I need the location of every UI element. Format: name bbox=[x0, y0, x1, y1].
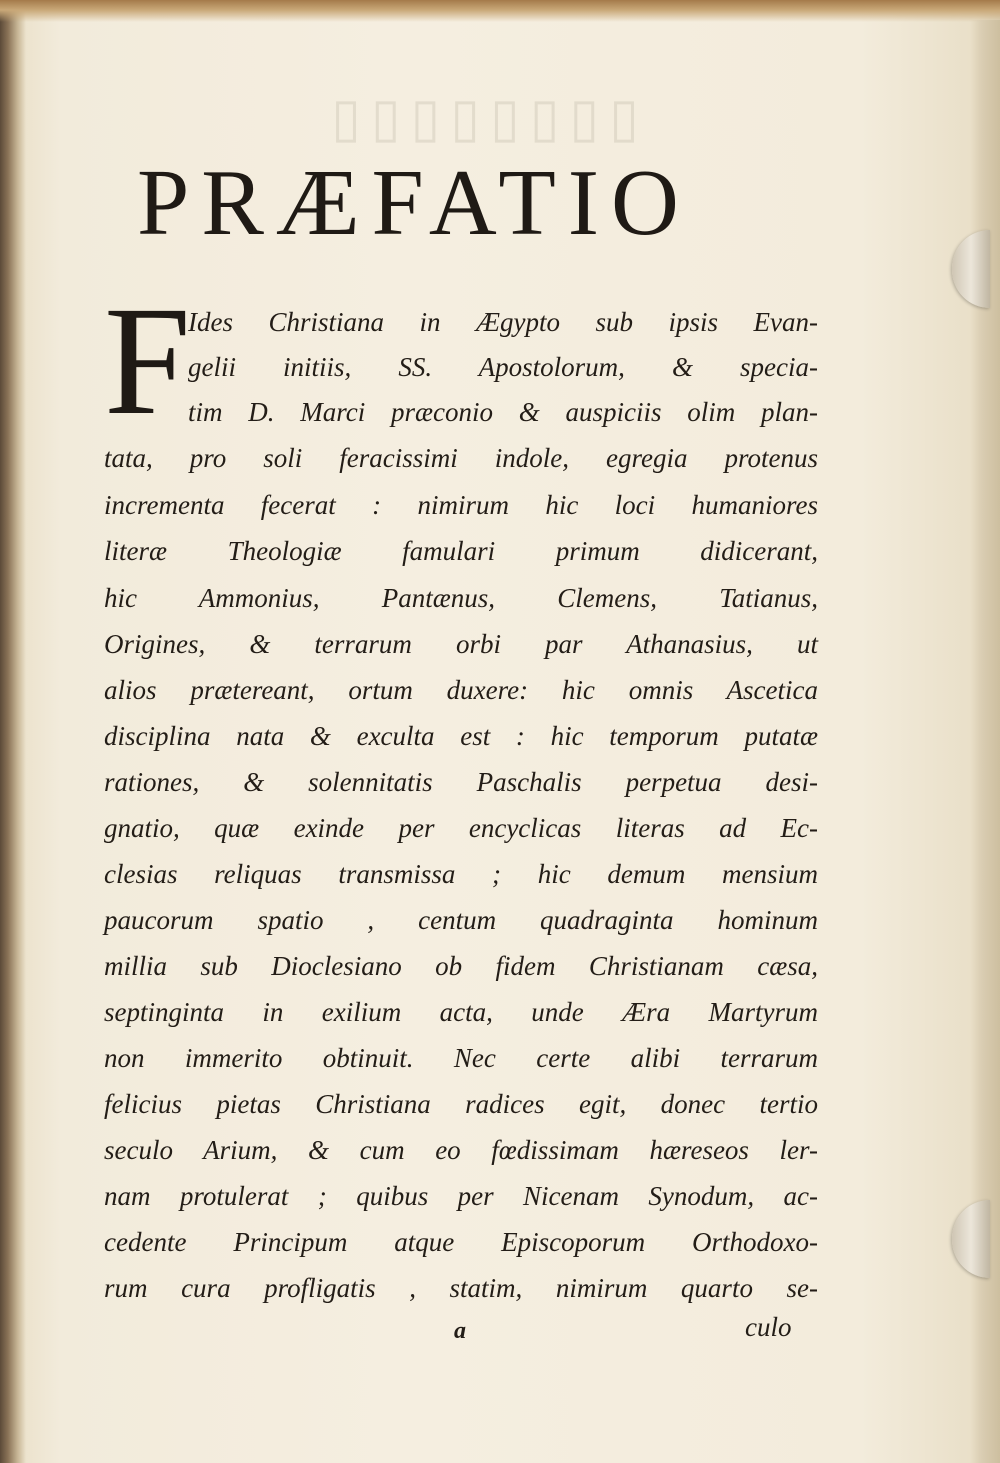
text-line-8: Origines, & terrarum orbi par Athanasius, ut bbox=[104, 629, 818, 659]
text-line-1: Ides Christiana in Ægypto sub ipsis Evan- bbox=[188, 307, 818, 337]
text-line-17: non immerito obtinuit. Nec certe alibi terrarum bbox=[104, 1043, 818, 1073]
text-line-5: incrementa fecerat : nimirum hic loci humaniores bbox=[104, 490, 818, 520]
text-line-21: cedente Principum atque Episcoporum Orthodoxo- bbox=[104, 1227, 818, 1257]
bleed-through-shadow: ▯▯▯▯▯▯▯▯ bbox=[321, 88, 639, 148]
page-top-edge bbox=[0, 0, 1000, 22]
text-line-7: hic Ammonius, Pantænus, Clemens, Tatianus, bbox=[104, 583, 818, 613]
text-line-19: seculo Arium, & cum eo fœdissimam hæreseos ler- bbox=[104, 1135, 818, 1165]
drop-cap-initial: F bbox=[104, 274, 191, 447]
text-line-20: nam protulerat ; quibus per Nicenam Synodum, ac- bbox=[104, 1181, 818, 1211]
text-line-6: literæ Theologiæ famulari primum didicerant, bbox=[104, 536, 818, 566]
text-line-12: gnatio, quæ exinde per encyclicas literas ad Ec- bbox=[104, 813, 818, 843]
text-line-22: rum cura profligatis , statim, nimirum quarto se- bbox=[104, 1273, 818, 1303]
signature-mark: a bbox=[454, 1318, 466, 1344]
book-binding-gutter bbox=[0, 0, 26, 1463]
text-line-13: clesias reliquas transmissa ; hic demum mensium bbox=[104, 859, 818, 889]
text-line-11: rationes, & solennitatis Paschalis perpetua desi- bbox=[104, 767, 818, 797]
text-line-4: tata, pro soli feracissimi indole, egregia protenus bbox=[104, 443, 818, 473]
page-title: PRÆFATIO bbox=[137, 151, 691, 255]
page-clip-lower bbox=[952, 1200, 990, 1278]
text-line-2: gelii initiis, SS. Apostolorum, & specia- bbox=[188, 352, 818, 382]
page-clip-upper bbox=[952, 230, 990, 308]
text-line-10: disciplina nata & exculta est : hic temporum putatæ bbox=[104, 721, 818, 751]
catchword: culo bbox=[745, 1312, 792, 1342]
text-line-14: paucorum spatio , centum quadraginta hominum bbox=[104, 905, 818, 935]
text-line-16: septinginta in exilium acta, unde Æra Martyrum bbox=[104, 997, 818, 1027]
text-line-18: felicius pietas Christiana radices egit, donec tertio bbox=[104, 1089, 818, 1119]
text-line-9: alios prætereant, ortum duxere: hic omnis Ascetica bbox=[104, 675, 818, 705]
text-line-3: tim D. Marci præconio & auspiciis olim plan- bbox=[188, 397, 818, 427]
text-line-15: millia sub Dioclesiano ob fidem Christianam cæsa, bbox=[104, 951, 818, 981]
